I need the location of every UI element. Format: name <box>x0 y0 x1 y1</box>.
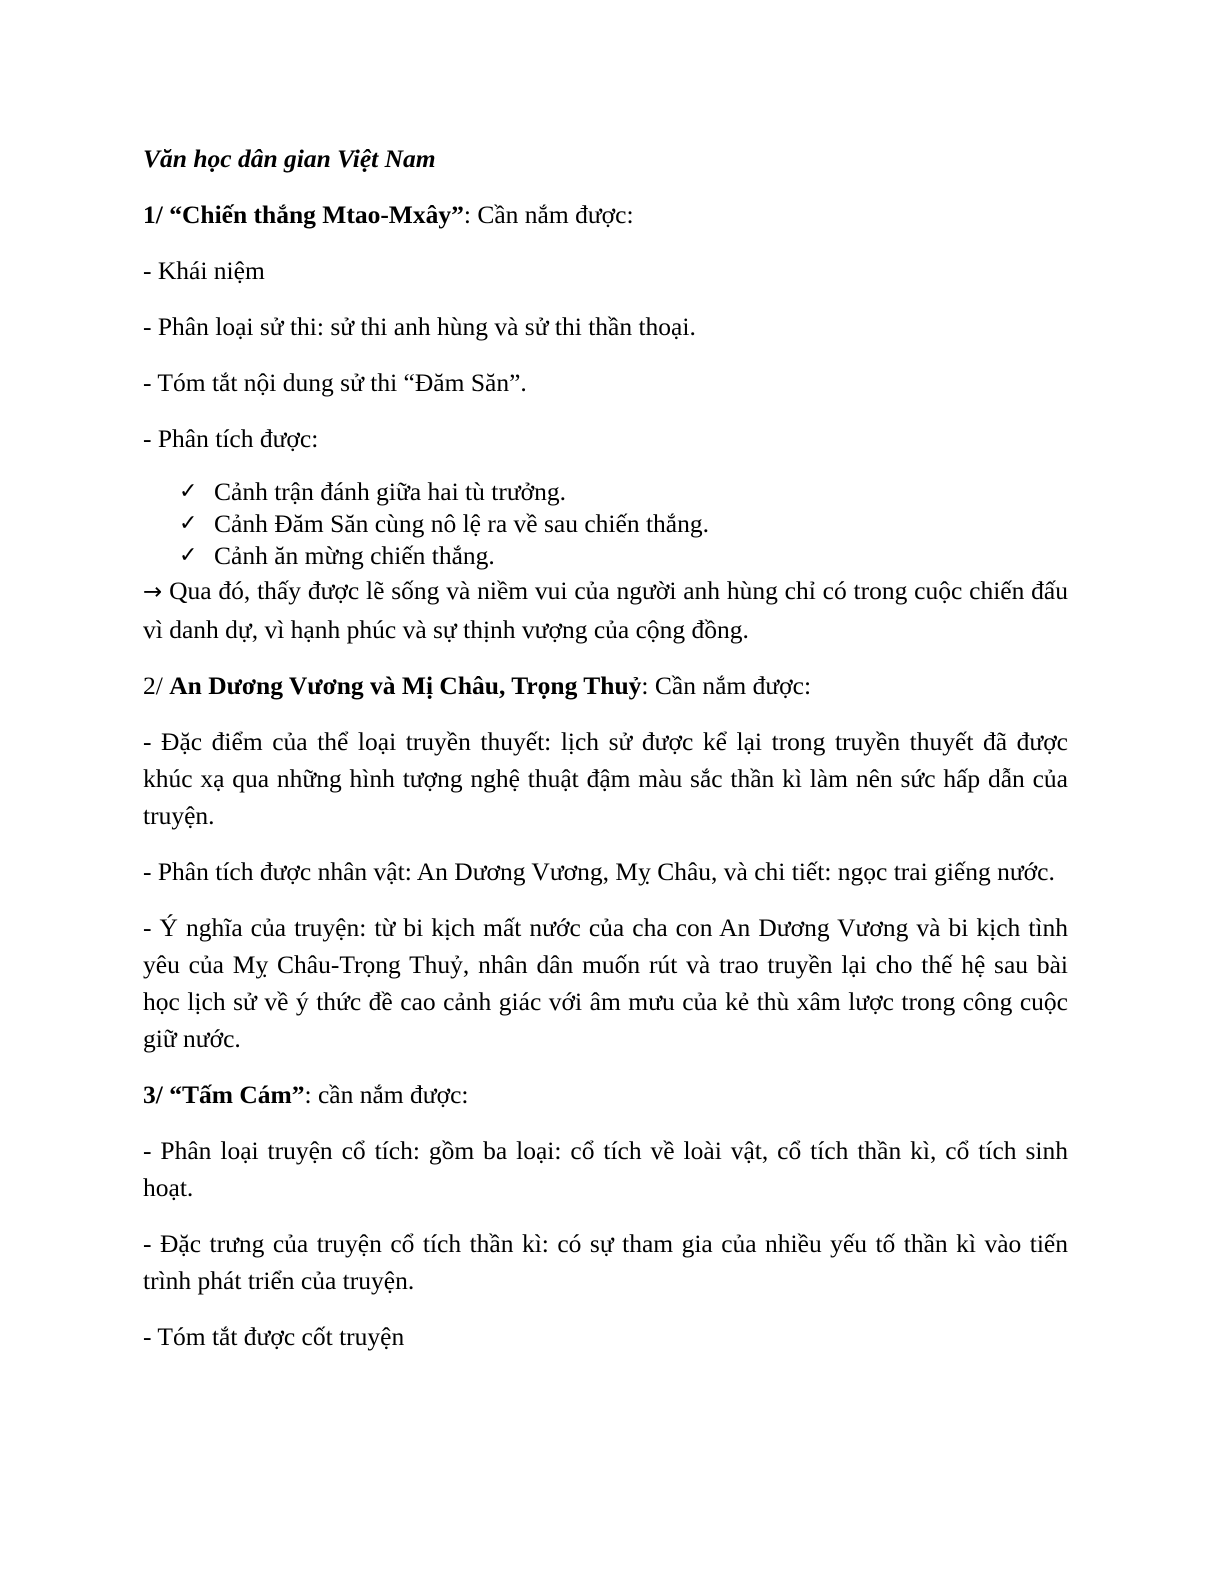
section-3-title: “Tấm Cám” <box>169 1080 305 1109</box>
check-icon: ✓ <box>179 543 198 568</box>
section-3-heading <box>143 1076 1068 1113</box>
section-3-number: 3/ <box>143 1080 170 1109</box>
section-2-number: 2/ <box>143 671 170 700</box>
analysis-checklist <box>143 476 1068 572</box>
section-1-heading <box>143 196 1068 233</box>
arrow-right-icon: → <box>143 579 163 605</box>
section-3-item: - Đặc trưng của truyện cổ tích thần kì: có sự tham gia của nhiều yếu tố thần kì vào tiến trình phát triển của truyện. <box>143 1229 1068 1295</box>
section-2-item: - Đặc điểm của thể loại truyền thuyết: lịch sử được kể lại trong truyền thuyết đã được khúc xạ qua những hình tượng nghệ thuật đậm màu sắc thần kì làm nên sức hấp dẫn của truyện. <box>143 727 1068 830</box>
section-3-item: - Tóm tắt được cốt truyện <box>143 1322 405 1351</box>
section-3-item: - Phân loại truyện cổ tích: gồm ba loại: cổ tích về loài vật, cổ tích thần kì, cổ tích sinh hoạt. <box>143 1136 1068 1202</box>
checklist-item-text: Cảnh trận đánh giữa hai tù trưởng. <box>214 477 567 506</box>
section-2-title: An Dương Vương và Mị Châu, Trọng Thuỷ <box>169 671 642 700</box>
check-icon: ✓ <box>179 511 198 536</box>
section-1-suffix: : Cần nắm được: <box>463 200 634 229</box>
document-title: Văn học dân gian Việt Nam <box>143 144 436 173</box>
checklist-item <box>179 508 1068 540</box>
section-1-title: “Chiến thắng Mtao-Mxây” <box>169 200 464 229</box>
section-1-conclusion <box>143 572 1068 648</box>
section-2-item: - Phân tích được nhân vật: An Dương Vương, Mỵ Châu, và chi tiết: ngọc trai giếng nước. <box>143 857 1055 886</box>
checklist-item <box>179 540 1068 572</box>
checklist-item-text: Cảnh Đăm Săn cùng nô lệ ra về sau chiến thắng. <box>214 509 709 538</box>
checklist-item <box>179 476 1068 508</box>
section-1-item: - Tóm tắt nội dung sử thi “Đăm Săn”. <box>143 368 527 397</box>
checklist-item-text: Cảnh ăn mừng chiến thắng. <box>214 541 495 570</box>
section-2-suffix: : Cần nắm được: <box>641 671 812 700</box>
document-page <box>143 140 1068 1374</box>
section-1-number: 1/ <box>143 200 170 229</box>
section-3-suffix: : cần nắm được: <box>304 1080 469 1109</box>
section-2-heading <box>143 667 1068 704</box>
section-1-item: - Khái niệm <box>143 256 265 285</box>
section-2-item: - Ý nghĩa của truyện: từ bi kịch mất nước của cha con An Dương Vương và bi kịch tình yêu của Mỵ Châu-Trọng Thuỷ, nhân dân muốn rút và trao truyền lại cho thế hệ sau bài học lịch sử về ý thức đề cao cảnh giác với âm mưu của kẻ thù xâm lược trong công cuộc giữ nước. <box>143 913 1068 1053</box>
conclusion-text: Qua đó, thấy được lẽ sống và niềm vui của người anh hùng chỉ có trong cuộc chiến đấu vì danh dự, vì hạnh phúc và sự thịnh vượng của cộng đồng. <box>143 576 1068 644</box>
check-icon: ✓ <box>179 479 198 504</box>
section-1-item: - Phân loại sử thi: sử thi anh hùng và sử thi thần thoại. <box>143 312 696 341</box>
section-1-item: - Phân tích được: <box>143 424 319 453</box>
